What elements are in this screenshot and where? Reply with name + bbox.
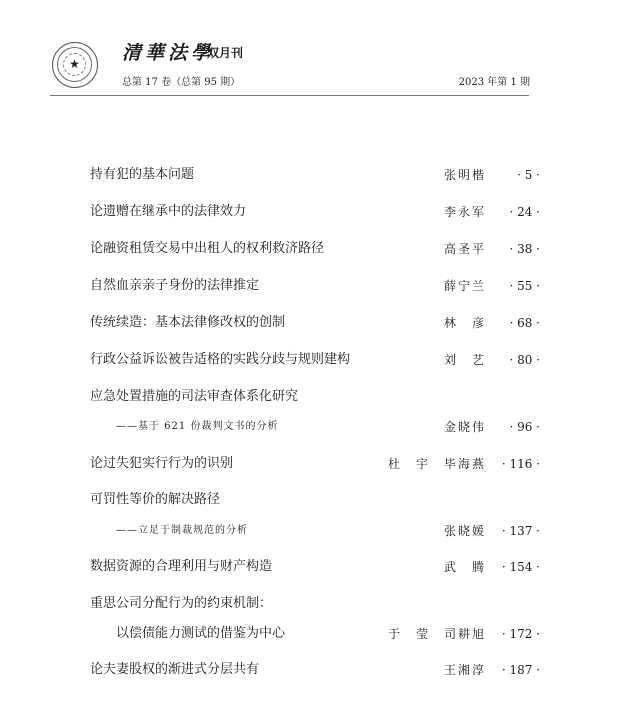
article-title: 持有犯的基本问题 (90, 167, 195, 182)
page-number: · 5 · (517, 168, 540, 182)
article-title: 可罚性等价的解决路径 (90, 492, 221, 507)
journal-header (0, 0, 624, 100)
article-title: 传统续造：基本法律修改权的创制 (90, 315, 286, 330)
page-number: · 80 · (509, 353, 540, 367)
toc-entry[interactable] (90, 276, 540, 296)
toc-entry-subtitle-line[interactable] (90, 521, 540, 541)
article-author: 武 腾 (443, 560, 486, 574)
page-number: · 137 · (501, 524, 540, 538)
article-title: 应急处置措施的司法审查体系化研究 (90, 389, 299, 404)
page-number: · 55 · (509, 279, 540, 293)
article-title: 重思公司分配行为的约束机制： (90, 596, 273, 611)
toc-entry[interactable] (90, 557, 540, 577)
toc-entry-title-line[interactable] (90, 490, 540, 510)
article-title: 数据资源的合理利用与财产构造 (90, 559, 273, 574)
article-subtitle: 以偿债能力测试的借鉴为中心 (116, 626, 286, 641)
page-number: · 38 · (509, 242, 540, 256)
article-title: 行政公益诉讼被告适格的实践分歧与规则建构 (90, 352, 351, 367)
toc-entry-title-line[interactable] (90, 594, 540, 614)
toc-entry[interactable] (90, 239, 540, 259)
article-author: 张晓媛 (443, 524, 486, 538)
toc-entry[interactable] (90, 454, 540, 474)
toc-entry[interactable] (90, 202, 540, 222)
page-number: · 68 · (509, 316, 540, 330)
article-author: 薛宁兰 (443, 279, 486, 293)
page-number: · 187 · (501, 663, 540, 677)
toc-entry-subtitle-line[interactable] (90, 624, 540, 644)
article-title: 论融资租赁交易中出租人的权利救济路径 (90, 241, 325, 256)
article-author: 刘 艺 (443, 353, 486, 367)
article-author: 金晓伟 (443, 420, 486, 434)
article-author: 林 彦 (443, 316, 486, 330)
article-title: 论过失犯实行行为的识别 (90, 456, 234, 471)
toc-entry[interactable] (90, 350, 540, 370)
article-author: 王湘淳 (443, 663, 486, 677)
toc-entry-title-line[interactable] (90, 387, 540, 407)
header-divider (50, 95, 529, 96)
article-subtitle: ——基于 621 份裁判文书的分析 (116, 421, 279, 432)
page-number: · 172 · (501, 627, 540, 641)
article-author: 李永军 (443, 205, 486, 219)
article-author: 杜 宇 毕海燕 (387, 457, 486, 471)
article-author: 高圣平 (443, 242, 486, 256)
page-number: · 154 · (501, 560, 540, 574)
toc-entry[interactable] (90, 165, 540, 185)
toc-entry[interactable] (90, 660, 540, 680)
volume-label: 总第 17 卷（总第 95 期） (122, 77, 241, 88)
article-subtitle: ——立足于制裁规范的分析 (116, 525, 248, 536)
article-title: 论遗赠在继承中的法律效力 (90, 204, 247, 219)
page-number: · 116 · (501, 457, 540, 471)
page-number: · 24 · (509, 205, 540, 219)
journal-title: 清華法學 (122, 42, 215, 64)
article-author: 于 莹 司耕旭 (387, 627, 486, 641)
issue-label: 2023 年第 1 期 (458, 77, 530, 88)
university-seal-icon: ★ (52, 42, 98, 88)
toc-entry-subtitle-line[interactable] (90, 417, 540, 437)
article-title: 自然血亲亲子身份的法律推定 (90, 278, 260, 293)
journal-frequency: 双月刊 (207, 46, 244, 60)
page-number: · 96 · (509, 420, 540, 434)
article-author: 张明楷 (443, 168, 486, 182)
toc-entry[interactable] (90, 313, 540, 333)
article-title: 论夫妻股权的渐进式分层共有 (90, 662, 260, 677)
